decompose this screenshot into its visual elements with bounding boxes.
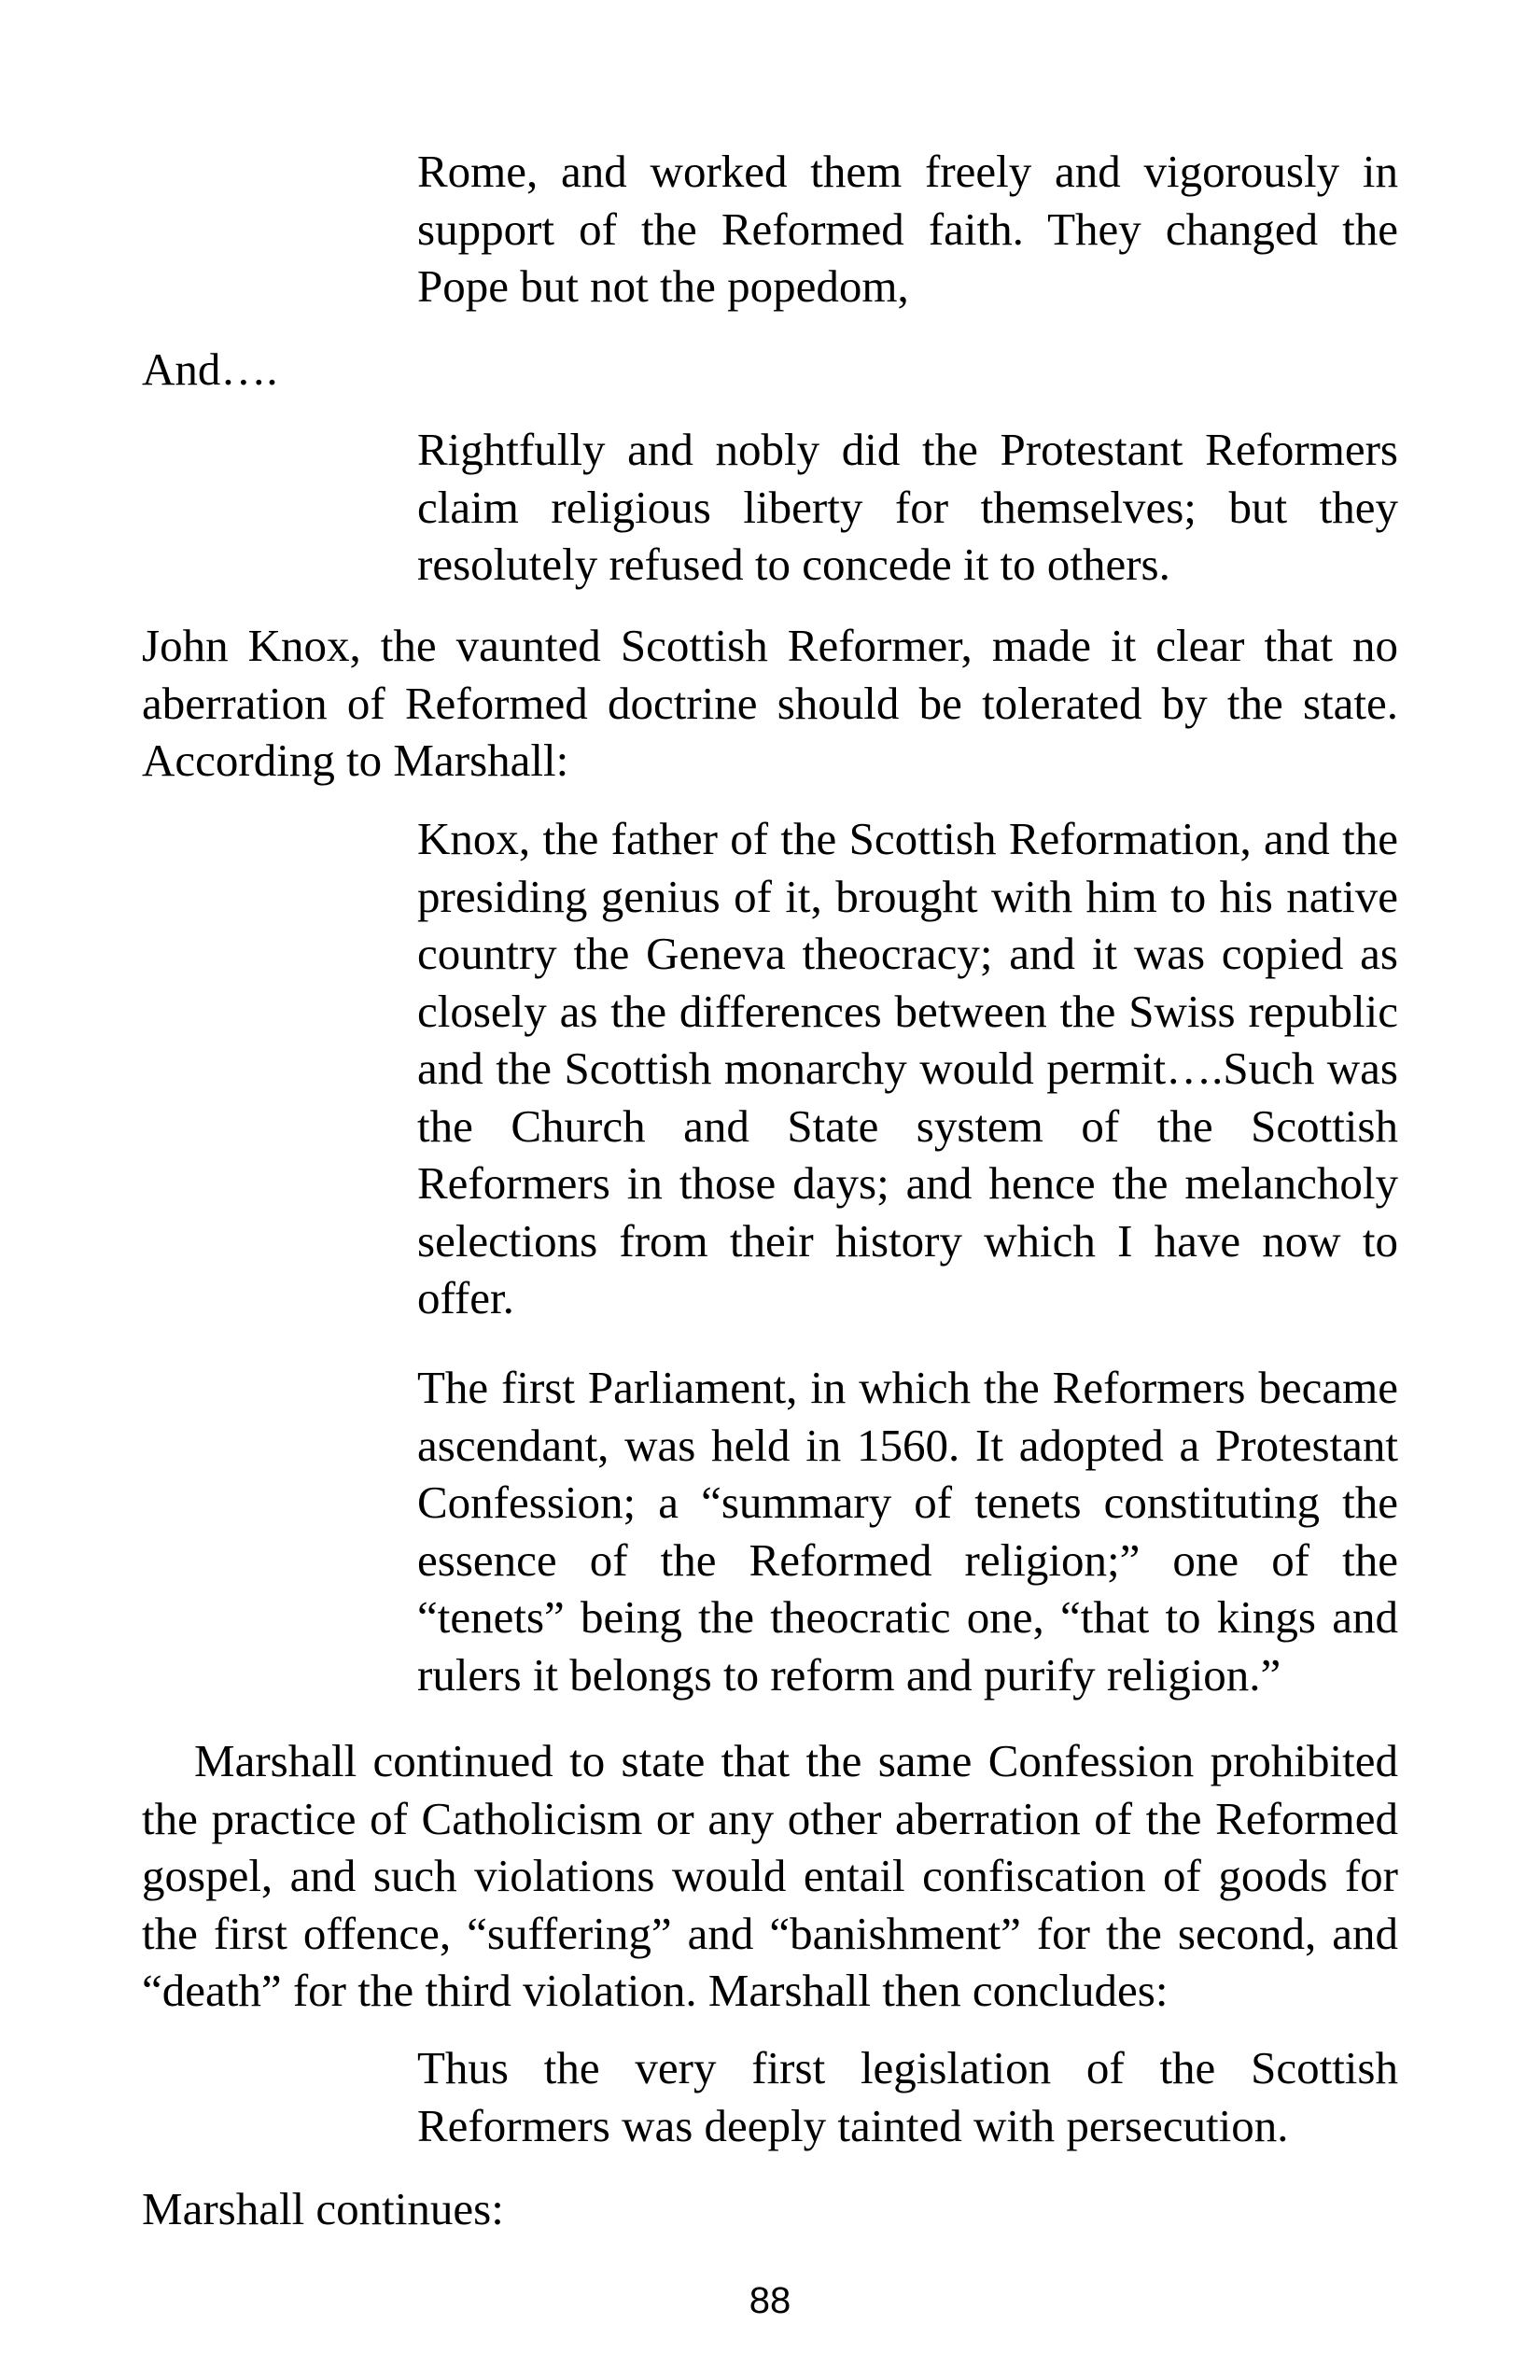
text-line: “death” for the third violation. Marshall then concludes: [142,1965,1169,2016]
text-line: support of the Reformed faith. They changed the [417,203,1398,255]
text-line: “tenets” being the theocratic one, “that to kings and [417,1591,1398,1643]
text-line: The first Parliament, in which the Reformers became [417,1362,1398,1413]
text-line: the first offence, “suffering” and “banishment” for the second, and [142,1907,1398,1959]
block-quote-rightfully [417,421,1398,594]
text-line: Rome, and worked them freely and vigorously in [417,146,1398,197]
text-line: aberration of Reformed doctrine should be tolerated by the state. [142,677,1398,729]
text-line: closely as the differences between the Swiss republic [417,985,1398,1037]
text-line: John Knox, the vaunted Scottish Reformer, made it clear that no [142,620,1398,671]
page-number: 88 [749,2280,791,2321]
text-line: country the Geneva theocracy; and it was copied as [417,928,1398,979]
text-line: Marshall continues: [142,2183,504,2234]
text-line: offer. [417,1272,514,1323]
paragraph-marshall-continued [142,1732,1398,2020]
text-line: the practice of Catholicism or any other aberration of the Reformed [142,1792,1398,1844]
text-line: And…. [142,343,278,395]
paragraph-john-knox [142,617,1398,790]
text-line: gospel, and such violations would entail confiscation of goods for [142,1850,1398,1901]
text-line: Thus the very first legislation of the Scottish [417,2042,1398,2093]
text-line: claim religious liberty for themselves; but they [417,481,1398,533]
block-quote-knox [417,810,1398,1327]
text-line: Reformers in those days; and hence the melancholy [417,1157,1398,1209]
text-line: Rightfully and nobly did the Protestant Reformers [417,424,1398,475]
text-line: ascendant, was held in 1560. It adopted a Protestant [417,1419,1398,1471]
text-line: According to Marshall: [142,735,569,786]
text-line: resolutely refused to concede it to others. [417,539,1170,590]
text-line: the Church and State system of the Scottish [417,1099,1398,1152]
text-line: Marshall continued to state that the same Confession prohibited [194,1735,1398,1786]
text-line: rulers it belongs to reform and purify religion.” [417,1648,1281,1701]
text-line: selections from their history which I have now to [417,1214,1398,1267]
text-line: essence of the Reformed religion;” one of the [417,1533,1398,1586]
text-line: Knox, the father of the Scottish Reformation, and the [417,813,1398,864]
text-line: Reformers was deeply tainted with persecution. [417,2099,1289,2151]
block-quote-legislation [417,2039,1398,2154]
block-quote-parliament [417,1359,1398,1703]
text-line: Confession; a “summary of tenets constituting the [417,1477,1398,1528]
text-line: presiding genius of it, brought with him to his native [417,870,1398,922]
block-quote-rome [417,143,1398,315]
paragraph-marshall-continues [142,2180,1398,2238]
text-line: and the Scottish monarchy would permit….Such was [417,1043,1398,1094]
text-line: Pope but not the popedom, [417,260,909,312]
paragraph-and [142,341,1398,399]
